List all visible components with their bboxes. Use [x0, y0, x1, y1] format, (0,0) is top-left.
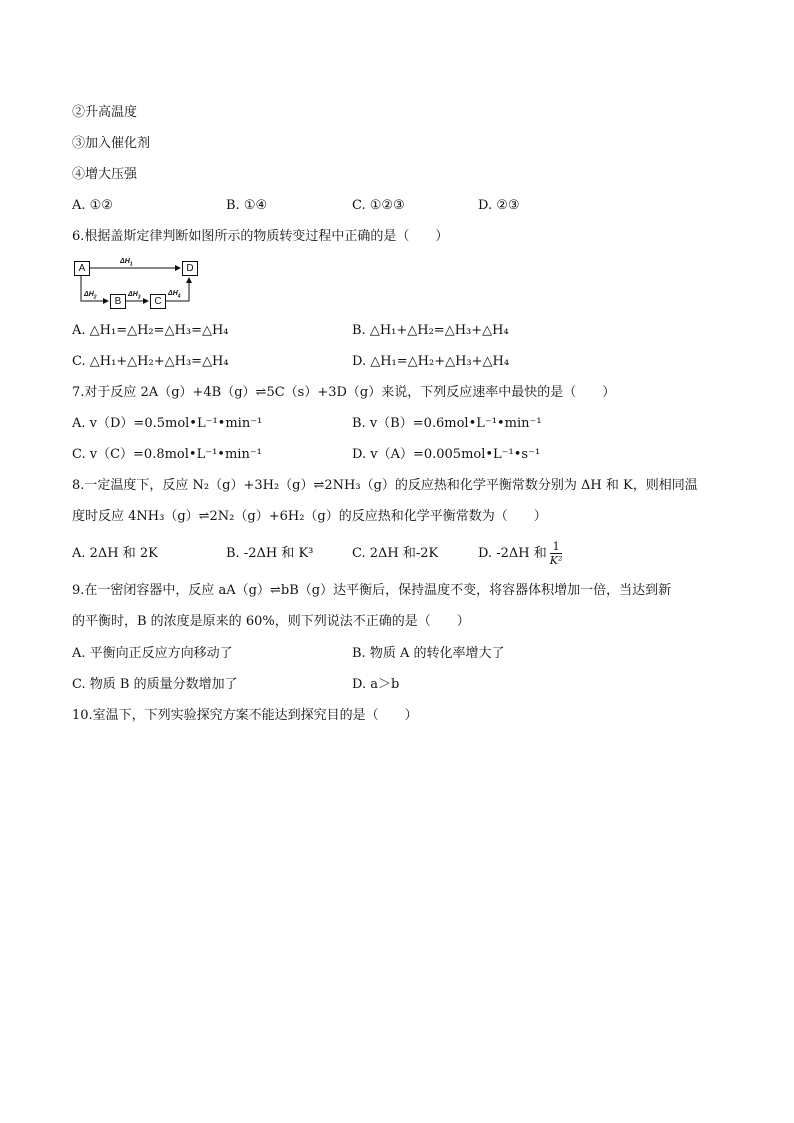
q6-option-d: D. △H₁=△H₂+△H₃+△H₄ [352, 354, 510, 369]
q8-stem-line2: 度时反应 4NH₃（g）⇌2N₂（g）+6H₂（g）的反应热和化学平衡常数为（ ） [72, 509, 547, 524]
q7-option-c: C. v（C）=0.8mol•L⁻¹•min⁻¹ [72, 447, 262, 462]
q5-option-a: A. ①② [72, 198, 113, 213]
label-dh1: $\Delta H_1$ [120, 258, 133, 268]
q9-option-c: C. 物质 B 的质量分数增加了 [72, 677, 238, 692]
fraction [550, 541, 563, 567]
label-dh4: $\Delta H_4$ [168, 290, 181, 300]
q7-option-a: A. v（D）=0.5mol•L⁻¹•min⁻¹ [72, 416, 263, 431]
node-d: D [182, 261, 198, 276]
fraction-denominator: K² [549, 553, 563, 567]
q8-option-b: B. -2ΔH 和 K³ [226, 546, 314, 561]
q8-option-d [478, 538, 562, 570]
q9-option-a: A. 平衡向正反应方向移动了 [72, 646, 233, 661]
q6-option-b: B. △H₁+△H₂=△H₃+△H₄ [352, 323, 509, 338]
q8-option-a: A. 2ΔH 和 2K [72, 546, 158, 561]
q8-stem-line1: 8.一定温度下，反应 N₂（g）+3H₂（g）⇌2NH₃（g）的反应热和化学平衡常数分别为 ΔH 和 K，则相同温 [72, 478, 698, 493]
label-dh2: $\Delta H_2$ [84, 291, 97, 301]
q9-option-b: B. 物质 A 的转化率增大了 [352, 646, 505, 661]
node-a: A [74, 261, 90, 276]
q10-stem: 10.室温下，下列实验探究方案不能达到探究目的是（ ） [72, 708, 418, 723]
q5-item-4: ④增大压强 [72, 167, 138, 182]
node-c: C [150, 294, 166, 309]
q7-option-b: B. v（B）=0.6mol•L⁻¹•min⁻¹ [352, 416, 542, 431]
fraction-numerator: 1 [550, 541, 563, 554]
q5-item-3: ③加入催化剂 [72, 136, 151, 151]
q6-stem: 6.根据盖斯定律判断如图所示的物质转变过程中正确的是（ ） [72, 229, 449, 244]
label-dh3: $\Delta H_3$ [128, 291, 141, 301]
q9-stem-line2: 的平衡时，B 的浓度是原来的 60%，则下列说法不正确的是（ ） [72, 614, 470, 629]
q7-stem: 7.对于反应 2A（g）+4B（g）⇌5C（s）+3D（g）来说，下列反应速率中最快的是（ ） [72, 385, 616, 400]
q9-stem-line1: 9.在一密闭容器中，反应 aA（g）⇌bB（g）达平衡后，保持温度不变，将容器体积增加一倍，当达到新 [72, 583, 672, 598]
q6-option-c: C. △H₁+△H₂+△H₃=△H₄ [72, 354, 229, 369]
q5-option-d: D. ②③ [478, 198, 520, 213]
q7-option-d: D. v（A）=0.005mol•L⁻¹•s⁻¹ [352, 447, 541, 462]
q8-option-d-prefix: D. -2ΔH 和 [478, 546, 547, 561]
q9-option-d: D. a＞b [352, 677, 400, 692]
q6-option-a: A. △H₁=△H₂=△H₃=△H₄ [72, 323, 229, 338]
q5-option-b: B. ①④ [226, 198, 268, 213]
q5-item-2: ②升高温度 [72, 105, 138, 120]
node-b: B [110, 294, 126, 309]
q5-option-c: C. ①②③ [352, 198, 405, 213]
q8-option-c: C. 2ΔH 和-2K [352, 546, 439, 561]
hess-law-diagram [72, 258, 202, 314]
